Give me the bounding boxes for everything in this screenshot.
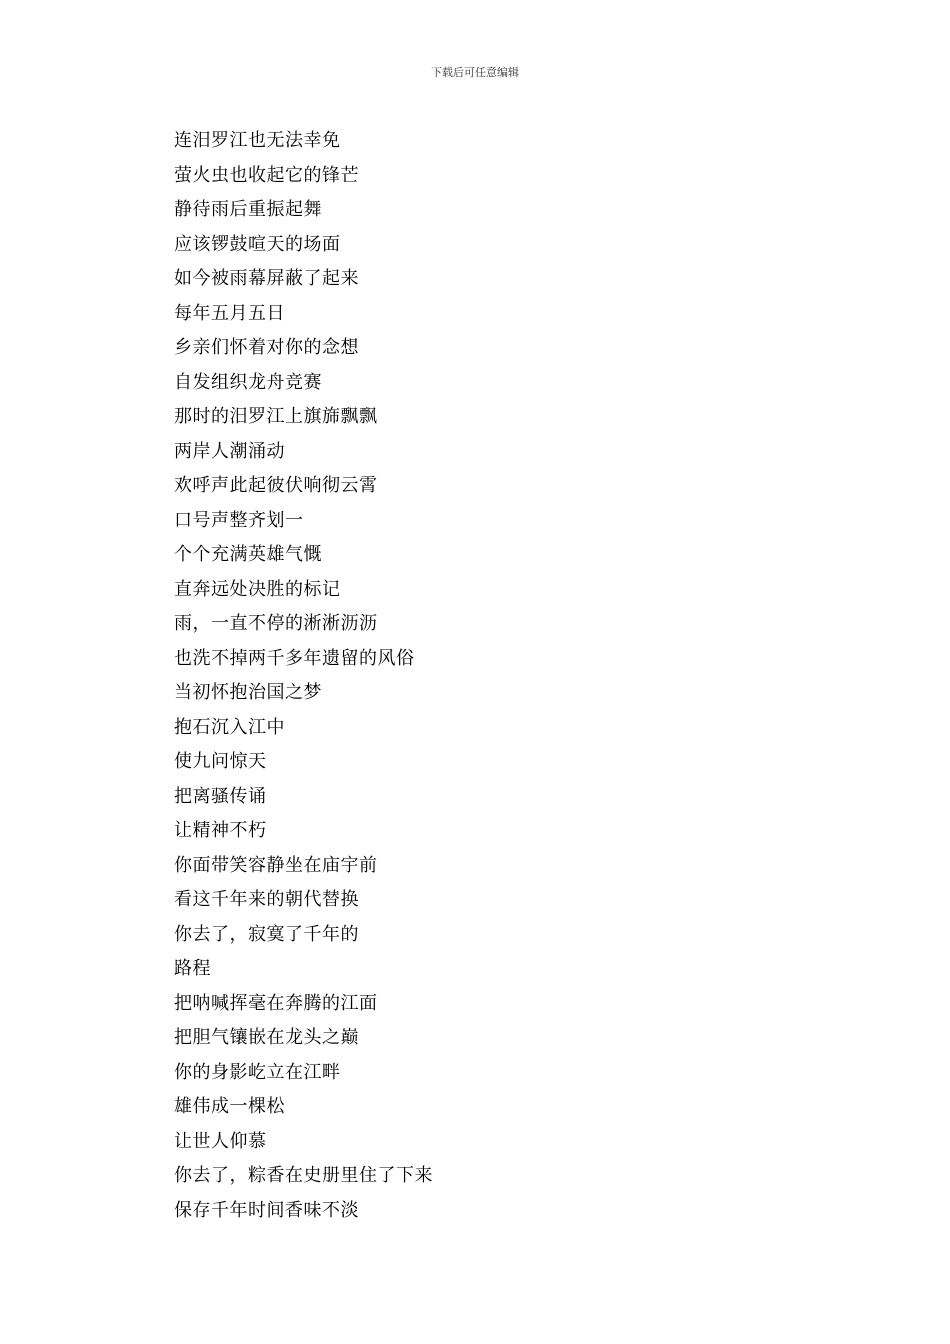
poem-line: 把呐喊挥毫在奔腾的江面: [174, 992, 378, 1014]
poem-line: 抱石沉入江中: [174, 716, 285, 738]
poem-line: 连汨罗江也无法幸免: [174, 130, 341, 151]
poem-line: 你去了，粽香在史册里住了下来: [174, 1165, 433, 1186]
poem-line: 路程: [174, 958, 211, 979]
poem-line: 雨，一直不停的淅淅沥沥: [174, 613, 378, 634]
poem-line: 你面带笑容静坐在庙宇前: [174, 854, 378, 876]
poem-line: 把胆气镶嵌在龙头之巅: [174, 1027, 359, 1048]
poem-line: 看这千年来的朝代替换: [174, 889, 359, 910]
poem-line: 欢呼声此起彼伏响彻云霄: [174, 475, 378, 496]
poem-line: 也洗不掉两千多年遗留的风俗: [174, 647, 415, 669]
poem-line: 如今被雨幕屏蔽了起来: [174, 268, 359, 289]
poem-line: 当初怀抱治国之梦: [174, 682, 322, 703]
poem-line: 自发组织龙舟竞赛: [174, 371, 322, 393]
poem-line: 让世人仰慕: [174, 1130, 267, 1152]
page-header: 下载后可任意编辑: [431, 66, 519, 79]
poem-line: 静待雨后重振起舞: [174, 199, 322, 220]
poem-line: 让精神不朽: [174, 820, 267, 841]
poem-line: 保存千年时间香味不淡: [174, 1199, 359, 1221]
poem-line: 萤火虫也收起它的锋芒: [174, 164, 359, 186]
poem-line: 应该锣鼓喧天的场面: [174, 233, 341, 255]
poem-body: [174, 124, 774, 1228]
poem-line: 口号声整齐划一: [174, 509, 304, 531]
poem-line: 直奔远处决胜的标记: [174, 578, 341, 600]
poem-line: 个个充满英雄气慨: [174, 544, 322, 565]
poem-line: 两岸人潮涌动: [174, 440, 285, 462]
poem-line: 把离骚传诵: [174, 785, 267, 807]
poem-line: 那时的汨罗江上旗旆飘飘: [174, 406, 378, 427]
poem-line: 雄伟成一棵松: [174, 1096, 285, 1117]
poem-line: 每年五月五日: [174, 302, 285, 324]
poem-line: 你的身影屹立在江畔: [174, 1061, 341, 1083]
poem-line: 使九问惊天: [174, 751, 267, 772]
poem-line: 你去了，寂寞了千年的: [174, 923, 359, 945]
poem-line: 乡亲们怀着对你的念想: [174, 337, 359, 358]
